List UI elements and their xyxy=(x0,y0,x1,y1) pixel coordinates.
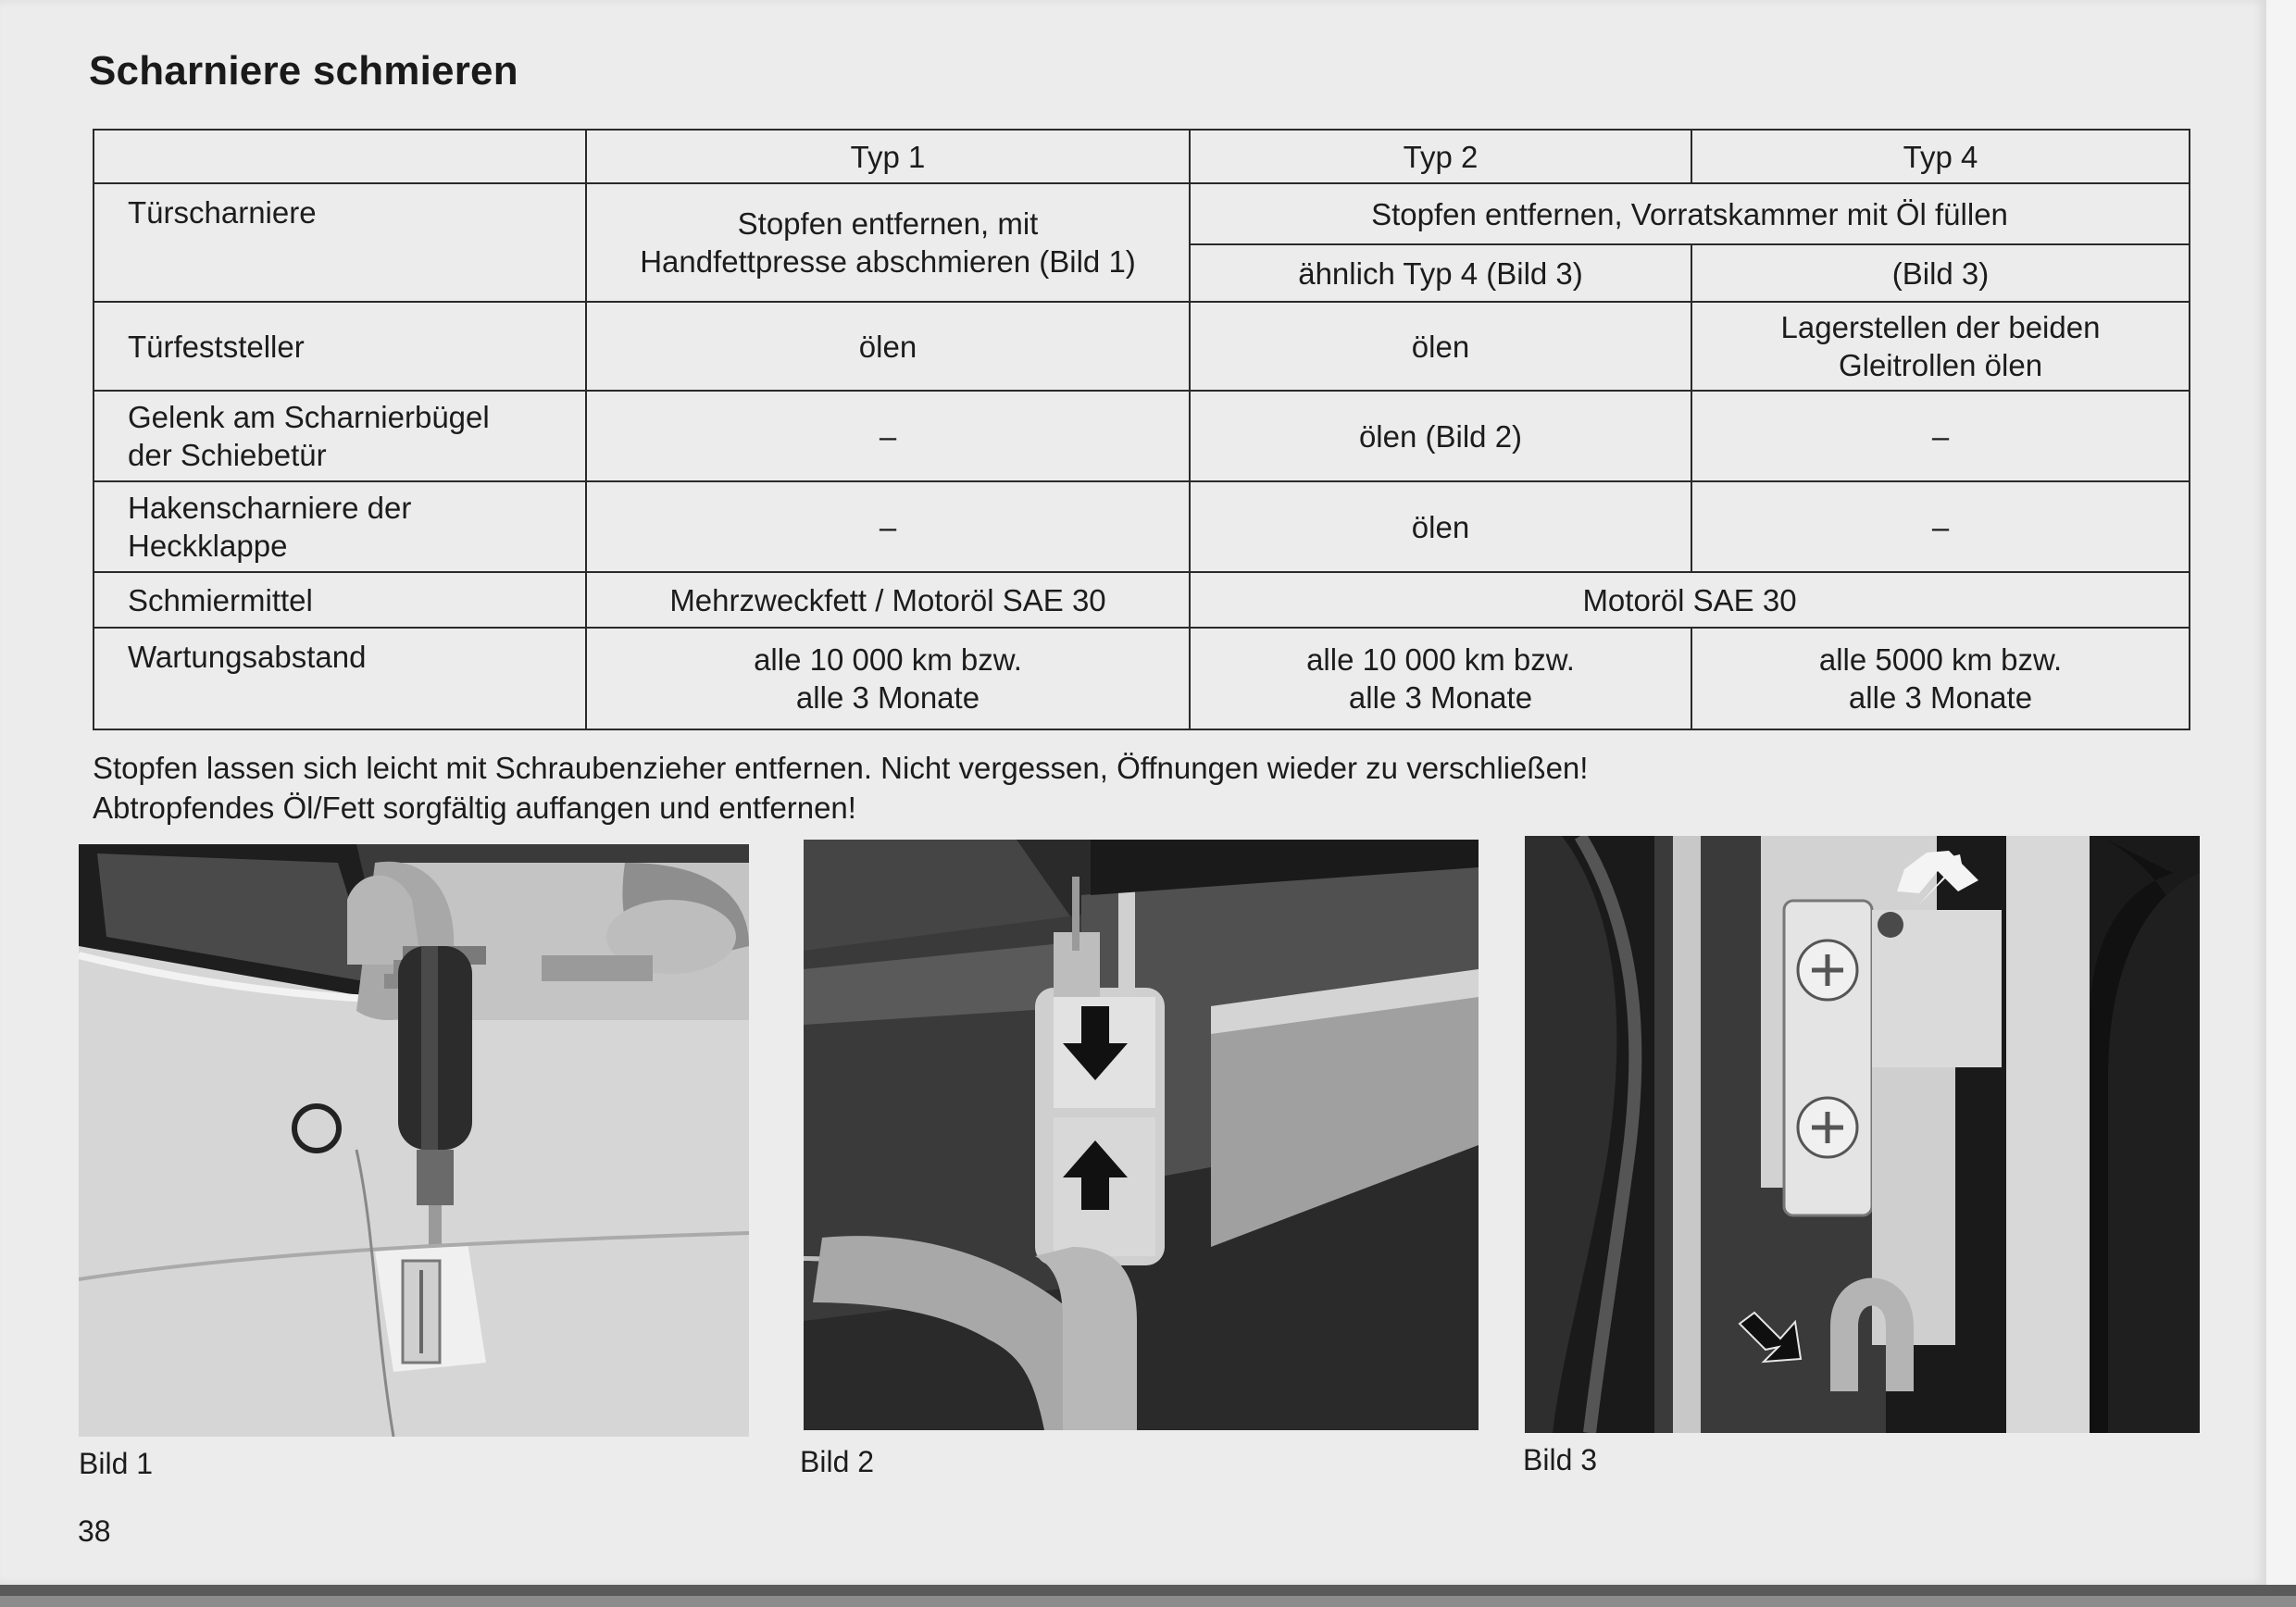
cell-line: der Schiebetür xyxy=(128,438,327,472)
cell-tuerscharniere-typ4: (Bild 3) xyxy=(1691,244,2190,302)
cell-line: alle 3 Monate xyxy=(795,680,980,715)
row-label-schmiermittel: Schmiermittel xyxy=(94,572,586,628)
cell-wartung-typ2 xyxy=(1190,628,1691,729)
cell-gelenk-typ4: – xyxy=(1691,391,2190,481)
photo-bild-2 xyxy=(804,840,1479,1430)
header-typ4: Typ 4 xyxy=(1691,130,2190,183)
cell-line: Hakenscharniere der xyxy=(128,491,412,525)
table-row-gelenk xyxy=(94,391,2190,481)
cell-tuerfeststeller-typ4 xyxy=(1691,302,2190,391)
header-typ2: Typ 2 xyxy=(1190,130,1691,183)
table-row-haken xyxy=(94,481,2190,572)
cell-schmiermittel-typ1: Mehrzweckfett / Motoröl SAE 30 xyxy=(586,572,1190,628)
photo-bild-1-illustration xyxy=(79,844,749,1437)
table-row-tuerscharniere xyxy=(94,183,2190,244)
row-label-haken xyxy=(94,481,586,572)
cell-line: Gelenk am Scharnierbügel xyxy=(128,400,490,434)
note-line: Stopfen lassen sich leicht mit Schraubenzieher entfernen. Nicht vergessen, Öffnungen wieder zu verschließen! xyxy=(93,751,1589,785)
cell-tuerfeststeller-typ1: ölen xyxy=(586,302,1190,391)
caption-bild-3: Bild 3 xyxy=(1523,1443,1598,1476)
lubrication-table xyxy=(93,129,2190,730)
cell-schmiermittel-typ2-typ4: Motoröl SAE 30 xyxy=(1190,572,2190,628)
cell-line: alle 5000 km bzw. xyxy=(1818,642,2063,677)
instruction-note xyxy=(93,748,2037,828)
cell-line: Gleitrollen ölen xyxy=(1838,348,2043,382)
table-row-schmiermittel xyxy=(94,572,2190,628)
cell-line: alle 3 Monate xyxy=(1848,680,2033,715)
header-typ1: Typ 1 xyxy=(586,130,1190,183)
table-row-tuerfeststeller xyxy=(94,302,2190,391)
note-line: Abtropfendes Öl/Fett sorgfältig auffangen und entfernen! xyxy=(93,791,856,825)
cell-tuerfeststeller-typ2: ölen xyxy=(1190,302,1691,391)
cell-line: Heckklappe xyxy=(128,529,288,563)
caption-bild-1: Bild 1 xyxy=(79,1447,154,1480)
cell-gelenk-typ1: – xyxy=(586,391,1190,481)
caption-bild-2: Bild 2 xyxy=(800,1445,875,1478)
page-title: Scharniere schmieren xyxy=(89,48,518,93)
cell-line: Lagerstellen der beiden xyxy=(1780,310,2101,344)
page-edge-right xyxy=(2266,0,2296,1607)
cell-line: Handfettpresse abschmieren (Bild 1) xyxy=(640,244,1136,279)
table-header-row xyxy=(94,130,2190,183)
page-number: 38 xyxy=(78,1514,111,1548)
photo-bild-1 xyxy=(79,844,749,1437)
cell-haken-typ2: ölen xyxy=(1190,481,1691,572)
cell-line: Stopfen entfernen, mit xyxy=(737,206,1039,241)
cell-line: alle 10 000 km bzw. xyxy=(1306,642,1575,677)
cell-wartung-typ4 xyxy=(1691,628,2190,729)
photo-bild-3-illustration xyxy=(1525,836,2200,1433)
cell-tuerscharniere-typ1 xyxy=(586,183,1190,302)
page-edge-bottom-light xyxy=(0,1596,2296,1607)
row-label-wartung: Wartungsabstand xyxy=(94,628,586,729)
cell-line: alle 3 Monate xyxy=(1348,680,1533,715)
photo-bild-3 xyxy=(1525,836,2200,1433)
row-label-gelenk xyxy=(94,391,586,481)
cell-wartung-typ1 xyxy=(586,628,1190,729)
cell-tuerscharniere-typ2: ähnlich Typ 4 (Bild 3) xyxy=(1190,244,1691,302)
row-label-tuerfeststeller: Türfeststeller xyxy=(94,302,586,391)
header-empty-cell xyxy=(94,130,586,183)
cell-tuerscharniere-typ2-typ4: Stopfen entfernen, Vorratskammer mit Öl füllen xyxy=(1190,183,2190,244)
cell-haken-typ1: – xyxy=(586,481,1190,572)
cell-haken-typ4: – xyxy=(1691,481,2190,572)
cell-line: alle 10 000 km bzw. xyxy=(754,642,1022,677)
table-row-wartung xyxy=(94,628,2190,729)
cell-gelenk-typ2: ölen (Bild 2) xyxy=(1190,391,1691,481)
row-label-tuerscharniere: Türscharniere xyxy=(94,183,586,302)
photo-bild-2-illustration xyxy=(804,840,1479,1430)
